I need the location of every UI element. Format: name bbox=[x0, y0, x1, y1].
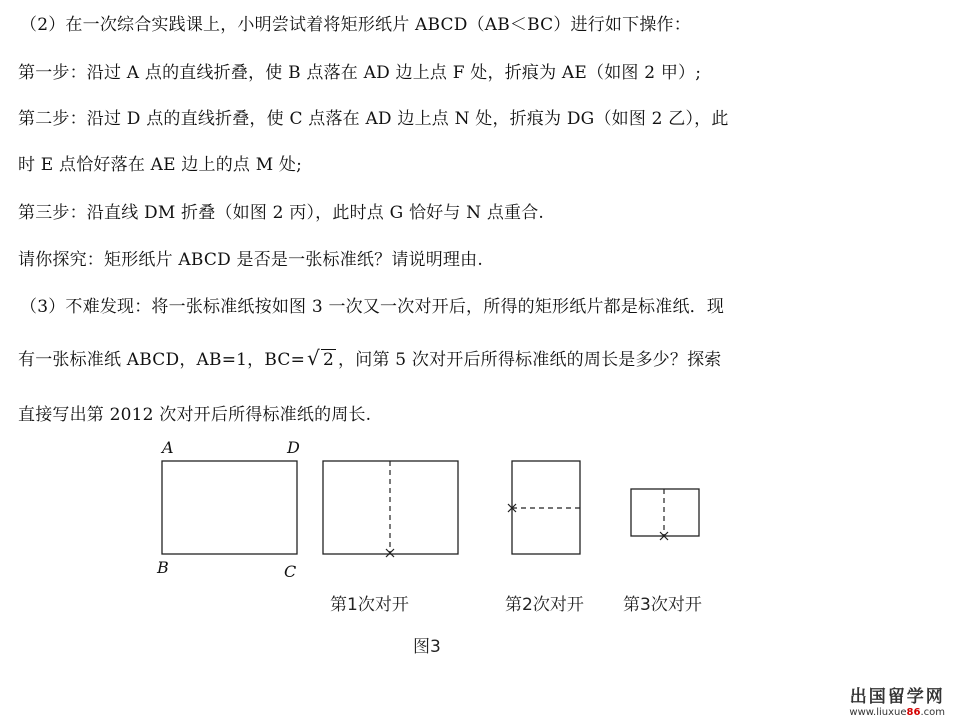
figure-title: 图3 bbox=[413, 637, 441, 657]
point-label-d: D bbox=[287, 438, 300, 457]
given-text-before: 有一张标准纸 ABCD，AB=1，BC= bbox=[18, 350, 306, 370]
fold-mark-1 bbox=[386, 549, 394, 557]
rectangle-fold-3 bbox=[631, 489, 699, 536]
caption-fold-1: 第1次对开 bbox=[330, 595, 409, 615]
watermark-url-number: 86 bbox=[906, 707, 921, 718]
point-label-b: B bbox=[157, 558, 169, 577]
caption-fold-3: 第3次对开 bbox=[623, 595, 702, 615]
site-watermark bbox=[849, 682, 945, 718]
radical-sign: √ bbox=[307, 346, 320, 370]
paragraph-part3-explore: 直接写出第 2012 次对开后所得标准纸的周长. bbox=[18, 405, 372, 425]
watermark-url-prefix: www.liuxue bbox=[849, 707, 907, 718]
point-label-a: A bbox=[162, 438, 174, 457]
paragraph-step2-cont: 时 E 点恰好落在 AE 边上的点 M 处; bbox=[18, 155, 303, 175]
watermark-url-suffix: .com bbox=[920, 707, 945, 718]
watermark-url bbox=[849, 707, 945, 718]
paragraph-part3-intro: （3）不难发现：将一张标准纸按如图 3 一次又一次对开后，所得的矩形纸片都是标准纸．现 bbox=[20, 297, 725, 317]
watermark-site-name: 出国留学网 bbox=[849, 687, 945, 707]
point-label-c: C bbox=[284, 562, 297, 581]
given-text-after: ，问第 5 次对开后所得标准纸的周长是多少？探索 bbox=[338, 350, 722, 370]
paragraph-step1: 第一步：沿过 A 点的直线折叠，使 B 点落在 AD 边上点 F 处，折痕为 AE（如图 2 甲）; bbox=[18, 63, 702, 83]
paragraph-step2: 第二步：沿过 D 点的直线折叠，使 C 点落在 AD 边上点 N 处，折痕为 DG（如图 2 乙），此 bbox=[18, 109, 729, 129]
paragraph-part2-intro: （2）在一次综合实践课上，小明尝试着将矩形纸片 ABCD（AB＜BC）进行如下操作： bbox=[20, 15, 691, 35]
paragraph-question: 请你探究：矩形纸片 ABCD 是否是一张标准纸？请说明理由. bbox=[18, 250, 483, 270]
paragraph-step3: 第三步：沿直线 DM 折叠（如图 2 丙），此时点 G 恰好与 N 点重合. bbox=[18, 203, 545, 223]
caption-fold-2: 第2次对开 bbox=[505, 595, 584, 615]
radicand: 2 bbox=[323, 350, 335, 370]
rectangle-abcd bbox=[162, 461, 297, 554]
